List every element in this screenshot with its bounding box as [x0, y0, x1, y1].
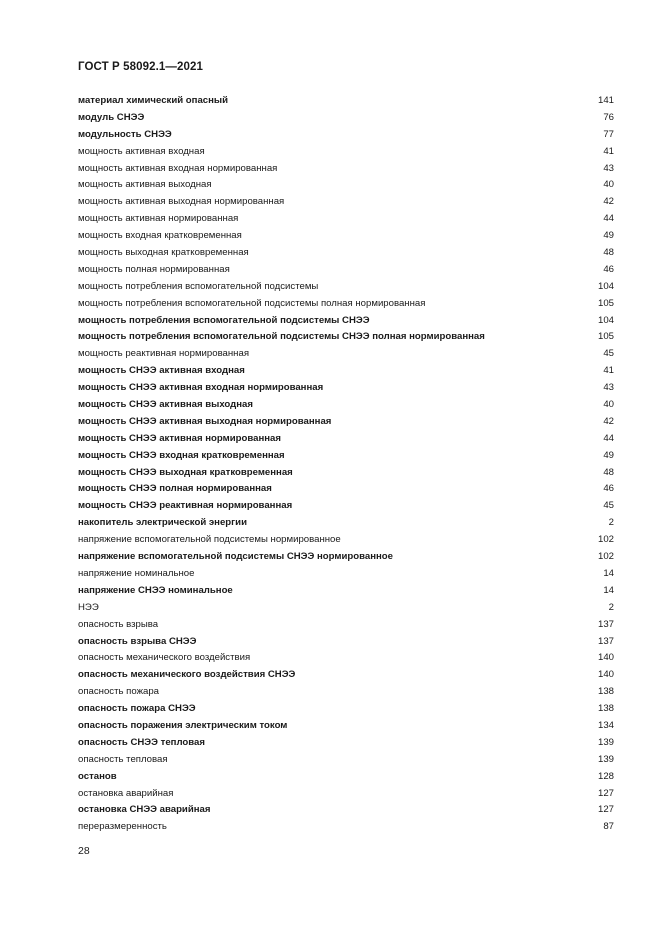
- index-page-ref: 40: [603, 399, 614, 411]
- index-term: мощность реактивная нормированная: [78, 348, 250, 360]
- index-page-ref: 14: [603, 584, 614, 596]
- index-page-ref: 102: [597, 534, 614, 546]
- index-term: остановка аварийная: [78, 787, 174, 799]
- index-entry: [78, 161, 614, 178]
- index-page-ref: 43: [603, 382, 614, 394]
- index-entry: [78, 515, 614, 532]
- index-term: мощность активная входная нормированная: [78, 162, 278, 174]
- index-term: материал химический опасный: [78, 95, 229, 106]
- index-term: мощность СНЭЭ активная входная: [78, 365, 245, 377]
- index-term: опасность поражения электрическим током: [78, 719, 288, 731]
- index-term: мощность СНЭЭ входная кратковременная: [78, 449, 285, 461]
- index-page-ref: 40: [603, 179, 614, 191]
- index-page-ref: 76: [603, 111, 614, 123]
- index-entry: [78, 397, 614, 414]
- index-entry: [78, 549, 614, 566]
- index-term: мощность потребления вспомогательной подсистемы: [78, 280, 319, 292]
- index-term: модульность СНЭЭ: [78, 128, 172, 140]
- index-entry: [78, 194, 614, 211]
- index-page-ref: 2: [608, 517, 614, 529]
- index-term: опасность пожара СНЭЭ: [78, 703, 196, 715]
- index-term: останов: [78, 770, 117, 782]
- index-entry: [78, 228, 614, 245]
- index-term: опасность СНЭЭ тепловая: [78, 736, 205, 748]
- index-page-ref: 2: [608, 601, 614, 613]
- index-term: модуль СНЭЭ: [78, 111, 145, 123]
- index-entry: [78, 211, 614, 228]
- index-entry: [78, 465, 614, 482]
- index-page-ref: 42: [603, 196, 614, 208]
- index-term: мощность активная выходная: [78, 179, 212, 191]
- index-page-ref: 137: [597, 635, 614, 647]
- index-entry: [78, 802, 614, 819]
- index-entry: [78, 786, 614, 803]
- index-page-ref: 137: [597, 618, 614, 630]
- index-term: мощность СНЭЭ активная нормированная: [78, 432, 281, 444]
- index-term: напряжение номинальное: [78, 567, 195, 579]
- index-term: мощность потребления вспомогательной подсистемы полная нормированная: [78, 297, 426, 309]
- index-term: переразмеренность: [78, 821, 167, 833]
- index-entry: [78, 414, 614, 431]
- index-term: мощность активная входная: [78, 145, 205, 157]
- index-entry: [78, 650, 614, 667]
- index-term: мощность входная кратковременная: [78, 230, 242, 242]
- index-page-ref: 102: [597, 551, 614, 563]
- index-entry: [78, 600, 614, 617]
- index-page-ref: 44: [603, 432, 614, 444]
- index-term: опасность взрыва: [78, 618, 159, 630]
- index-term: напряжение вспомогательной подсистемы СНЭЭ нормированное: [78, 551, 393, 563]
- index-term: опасность механического воздействия СНЭЭ: [78, 669, 296, 681]
- index-entry: [78, 262, 614, 279]
- index-entry: [78, 718, 614, 735]
- index-entry: [78, 127, 614, 144]
- index-page-ref: 41: [603, 145, 614, 157]
- index-page-ref: 134: [597, 719, 614, 731]
- index-page-ref: 45: [603, 348, 614, 360]
- index-page-ref: 41: [603, 365, 614, 377]
- term-index-list: [78, 93, 614, 836]
- index-term: мощность потребления вспомогательной подсистемы СНЭЭ: [78, 314, 370, 326]
- index-term: накопитель электрической энергии: [78, 517, 247, 529]
- index-term: мощность СНЭЭ реактивная нормированная: [78, 500, 293, 512]
- index-entry: [78, 617, 614, 634]
- index-page-ref: 43: [603, 162, 614, 174]
- index-entry: [78, 144, 614, 161]
- index-page-ref: 140: [597, 652, 614, 664]
- index-page-ref: 128: [597, 770, 614, 782]
- index-term: опасность пожара: [78, 686, 159, 698]
- index-entry: [78, 431, 614, 448]
- index-entry: [78, 667, 614, 684]
- index-page-ref: 14: [603, 567, 614, 579]
- index-page-ref: 48: [603, 466, 614, 478]
- index-entry: [78, 769, 614, 786]
- index-entry: [78, 701, 614, 718]
- index-term: остановка СНЭЭ аварийная: [78, 804, 211, 816]
- index-entry: [78, 346, 614, 363]
- index-term: мощность СНЭЭ полная нормированная: [78, 483, 272, 495]
- index-term: мощность СНЭЭ выходная кратковременная: [78, 466, 293, 478]
- index-term: напряжение СНЭЭ номинальное: [78, 584, 233, 596]
- index-term: напряжение вспомогательной подсистемы нормированное: [78, 534, 341, 546]
- index-page-ref: 127: [597, 804, 614, 816]
- index-entry: [78, 363, 614, 380]
- index-term: мощность СНЭЭ активная выходная нормированная: [78, 415, 332, 427]
- page-number: 28: [78, 845, 90, 857]
- index-entry: [78, 819, 614, 836]
- index-term: мощность потребления вспомогательной подсистемы СНЭЭ полная нормированная: [78, 331, 485, 343]
- index-page-ref: 104: [597, 280, 614, 292]
- index-entry: [78, 313, 614, 330]
- index-page-ref: 77: [603, 128, 614, 140]
- index-term: мощность активная выходная нормированная: [78, 196, 285, 208]
- index-page-ref: 139: [597, 753, 614, 765]
- index-page-ref: 104: [597, 314, 614, 326]
- index-entry: [78, 329, 614, 346]
- index-entry: [78, 245, 614, 262]
- index-entry: [78, 279, 614, 296]
- index-entry: [78, 634, 614, 651]
- index-page-ref: 141: [597, 95, 614, 106]
- index-term: опасность тепловая: [78, 753, 168, 765]
- index-page-ref: 46: [603, 263, 614, 275]
- index-page-ref: 139: [597, 736, 614, 748]
- index-term: НЭЭ: [78, 601, 99, 613]
- index-entry: [78, 93, 614, 110]
- index-term: опасность механического воздействия: [78, 652, 251, 664]
- index-page-ref: 45: [603, 500, 614, 512]
- index-term: мощность СНЭЭ активная входная нормированная: [78, 382, 324, 394]
- index-entry: [78, 735, 614, 752]
- index-page-ref: 105: [597, 331, 614, 343]
- index-entry: [78, 296, 614, 313]
- index-entry: [78, 532, 614, 549]
- document-header: ГОСТ Р 58092.1—2021: [78, 61, 203, 73]
- index-entry: [78, 752, 614, 769]
- index-page-ref: 87: [603, 821, 614, 833]
- index-entry: [78, 566, 614, 583]
- index-term: мощность выходная кратковременная: [78, 247, 249, 259]
- index-term: мощность активная нормированная: [78, 213, 239, 225]
- index-page-ref: 46: [603, 483, 614, 495]
- index-term: мощность СНЭЭ активная выходная: [78, 399, 253, 411]
- index-page-ref: 49: [603, 230, 614, 242]
- index-term: опасность взрыва СНЭЭ: [78, 635, 197, 647]
- index-entry: [78, 177, 614, 194]
- index-entry: [78, 481, 614, 498]
- index-page-ref: 105: [597, 297, 614, 309]
- index-entry: [78, 110, 614, 127]
- index-term: мощность полная нормированная: [78, 263, 230, 275]
- index-page-ref: 44: [603, 213, 614, 225]
- index-page-ref: 140: [597, 669, 614, 681]
- index-entry: [78, 380, 614, 397]
- index-entry: [78, 583, 614, 600]
- index-entry: [78, 448, 614, 465]
- index-page-ref: 48: [603, 247, 614, 259]
- index-page-ref: 49: [603, 449, 614, 461]
- index-page-ref: 138: [597, 686, 614, 698]
- index-entry: [78, 684, 614, 701]
- index-page-ref: 138: [597, 703, 614, 715]
- index-entry: [78, 498, 614, 515]
- index-page-ref: 42: [603, 415, 614, 427]
- index-page-ref: 127: [597, 787, 614, 799]
